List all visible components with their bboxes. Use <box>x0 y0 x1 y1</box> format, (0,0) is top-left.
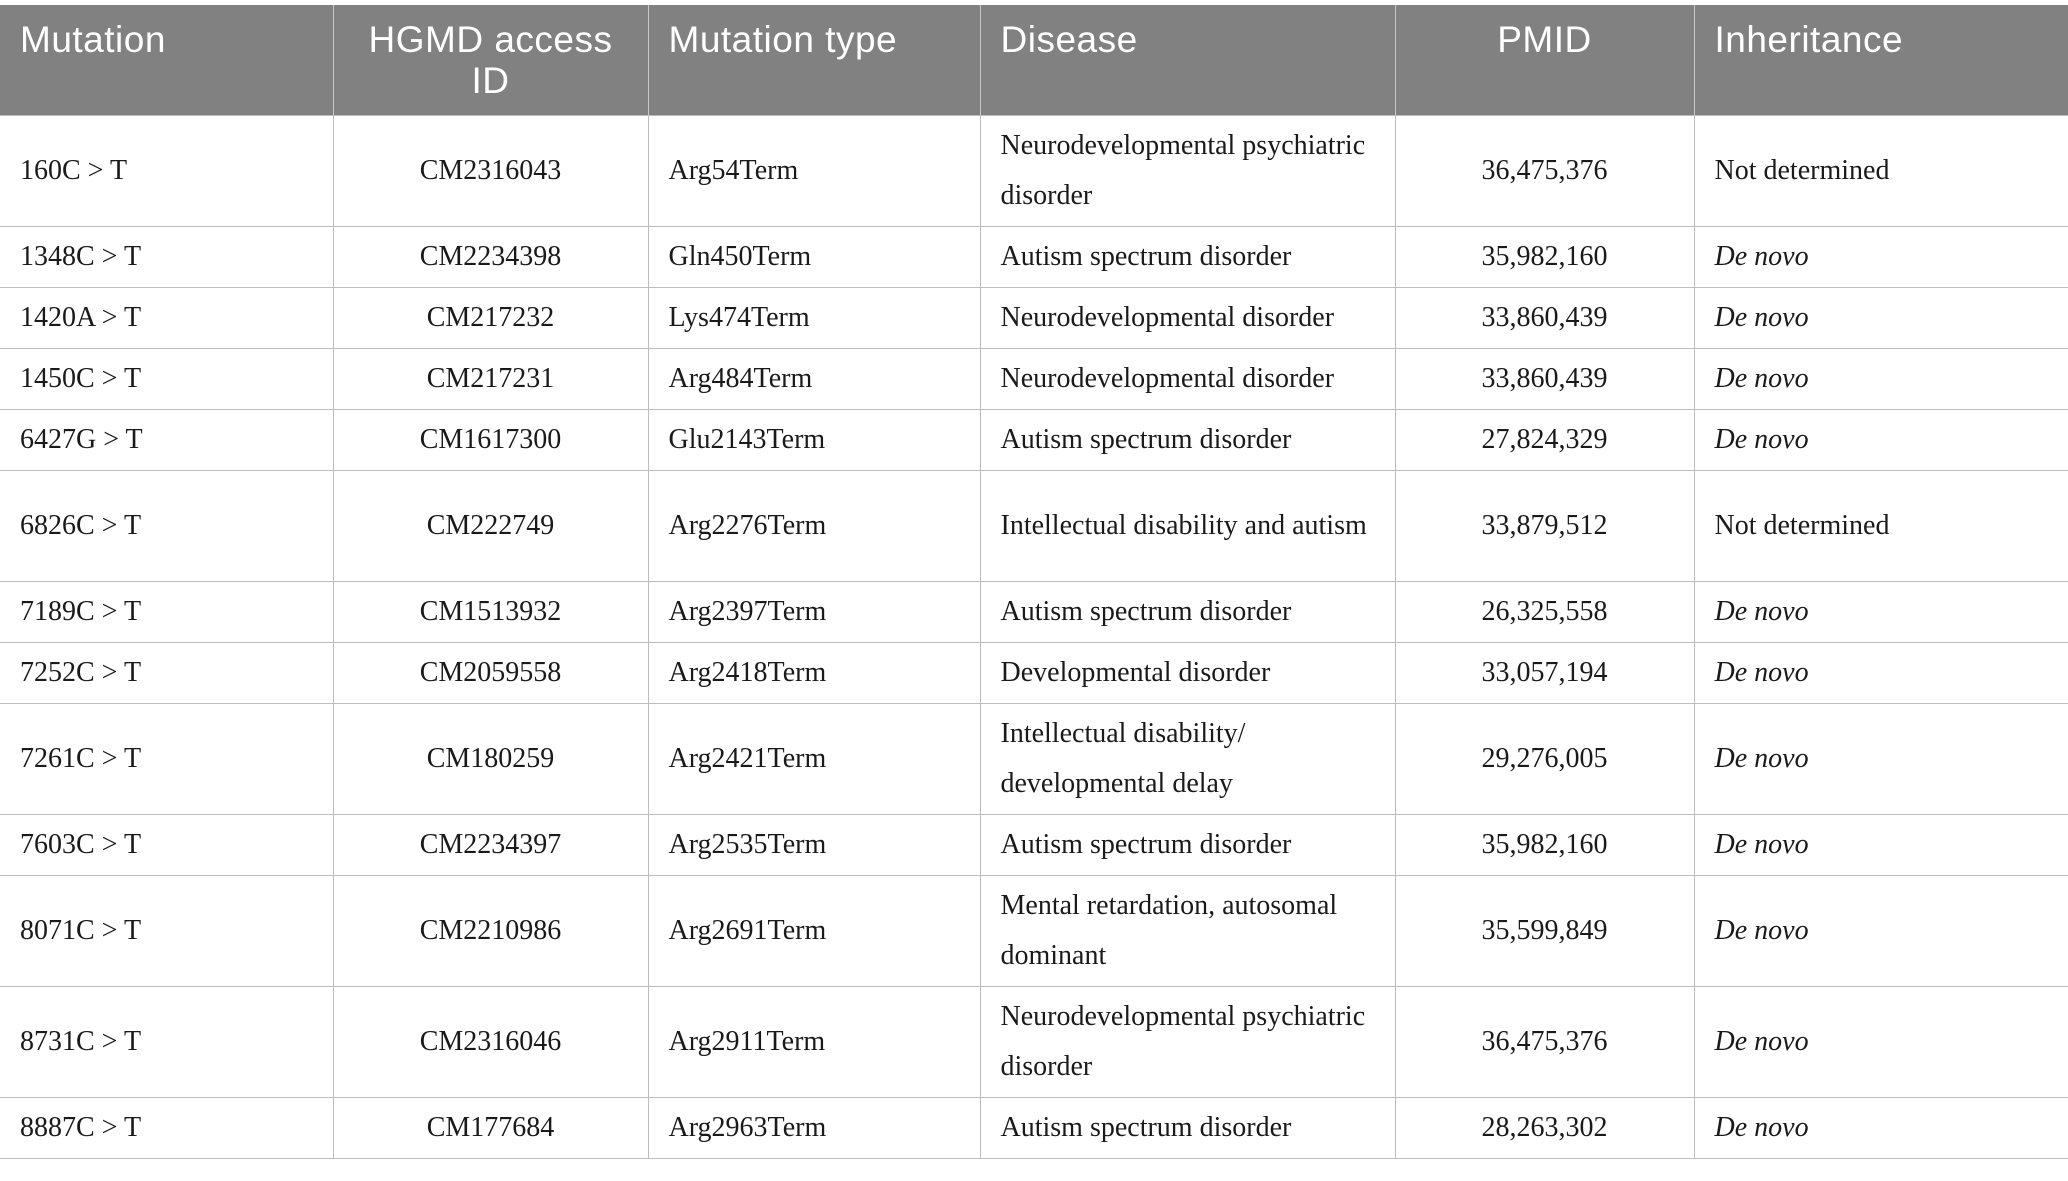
cell-mutation-type: Arg2397Term <box>648 581 980 642</box>
cell-mutation: 160C > T <box>0 115 333 226</box>
cell-mutation: 7189C > T <box>0 581 333 642</box>
cell-pmid: 35,982,160 <box>1395 814 1694 875</box>
cell-mutation-type: Arg2691Term <box>648 875 980 986</box>
cell-hgmd-id: CM2210986 <box>333 875 648 986</box>
cell-hgmd-id: CM217232 <box>333 287 648 348</box>
table-row <box>0 642 2068 703</box>
cell-pmid: 26,325,558 <box>1395 581 1694 642</box>
cell-disease: Autism spectrum disorder <box>980 409 1395 470</box>
cell-hgmd-id: CM222749 <box>333 470 648 581</box>
table-header <box>0 5 2068 115</box>
cell-disease: Neurodevelopmental disorder <box>980 287 1395 348</box>
cell-hgmd-id: CM1513932 <box>333 581 648 642</box>
cell-mutation-type: Arg484Term <box>648 348 980 409</box>
cell-mutation-type: Arg54Term <box>648 115 980 226</box>
cell-inheritance: De novo <box>1694 348 2068 409</box>
table-row <box>0 409 2068 470</box>
cell-inheritance: Not determined <box>1694 470 2068 581</box>
cell-mutation: 6427G > T <box>0 409 333 470</box>
cell-inheritance: De novo <box>1694 287 2068 348</box>
cell-pmid: 33,879,512 <box>1395 470 1694 581</box>
table-row <box>0 814 2068 875</box>
cell-disease: Autism spectrum disorder <box>980 1097 1395 1158</box>
cell-disease: Autism spectrum disorder <box>980 814 1395 875</box>
cell-pmid: 35,599,849 <box>1395 875 1694 986</box>
header-pmid: PMID <box>1395 5 1694 115</box>
cell-mutation: 7252C > T <box>0 642 333 703</box>
cell-mutation-type: Arg2911Term <box>648 986 980 1097</box>
cell-pmid: 36,475,376 <box>1395 986 1694 1097</box>
header-mutation-type: Mutation type <box>648 5 980 115</box>
cell-mutation: 6826C > T <box>0 470 333 581</box>
cell-mutation: 8887C > T <box>0 1097 333 1158</box>
cell-pmid: 35,982,160 <box>1395 226 1694 287</box>
cell-inheritance: De novo <box>1694 875 2068 986</box>
cell-mutation: 8071C > T <box>0 875 333 986</box>
table-row <box>0 986 2068 1097</box>
table-row <box>0 226 2068 287</box>
cell-mutation-type: Gln450Term <box>648 226 980 287</box>
cell-disease: Intellectual disability and autism <box>980 470 1395 581</box>
table-row <box>0 115 2068 226</box>
cell-inheritance: De novo <box>1694 1097 2068 1158</box>
cell-mutation-type: Arg2421Term <box>648 703 980 814</box>
cell-disease: Developmental disorder <box>980 642 1395 703</box>
cell-pmid: 28,263,302 <box>1395 1097 1694 1158</box>
cell-pmid: 33,860,439 <box>1395 348 1694 409</box>
cell-mutation: 7603C > T <box>0 814 333 875</box>
cell-pmid: 33,860,439 <box>1395 287 1694 348</box>
cell-inheritance: De novo <box>1694 814 2068 875</box>
cell-hgmd-id: CM1617300 <box>333 409 648 470</box>
header-mutation: Mutation <box>0 5 333 115</box>
cell-pmid: 33,057,194 <box>1395 642 1694 703</box>
cell-disease: Intellectual disability/ developmental delay <box>980 703 1395 814</box>
cell-disease: Neurodevelopmental psychiatric disorder <box>980 986 1395 1097</box>
cell-hgmd-id: CM2234397 <box>333 814 648 875</box>
cell-hgmd-id: CM2316043 <box>333 115 648 226</box>
cell-mutation: 8731C > T <box>0 986 333 1097</box>
cell-hgmd-id: CM217231 <box>333 348 648 409</box>
table-row <box>0 875 2068 986</box>
table-row <box>0 287 2068 348</box>
cell-mutation-type: Arg2535Term <box>648 814 980 875</box>
cell-inheritance: De novo <box>1694 226 2068 287</box>
mutation-table <box>0 5 2068 1159</box>
cell-pmid: 27,824,329 <box>1395 409 1694 470</box>
cell-inheritance: De novo <box>1694 703 2068 814</box>
cell-inheritance: Not determined <box>1694 115 2068 226</box>
cell-disease: Autism spectrum disorder <box>980 226 1395 287</box>
cell-mutation-type: Arg2963Term <box>648 1097 980 1158</box>
cell-hgmd-id: CM177684 <box>333 1097 648 1158</box>
cell-mutation: 7261C > T <box>0 703 333 814</box>
table-row <box>0 1097 2068 1158</box>
header-inheritance: Inheritance <box>1694 5 2068 115</box>
cell-pmid: 29,276,005 <box>1395 703 1694 814</box>
cell-mutation: 1348C > T <box>0 226 333 287</box>
cell-hgmd-id: CM180259 <box>333 703 648 814</box>
header-row <box>0 5 2068 115</box>
header-hgmd-access-id: HGMD access ID <box>333 5 648 115</box>
cell-disease: Mental retardation, autosomal dominant <box>980 875 1395 986</box>
cell-mutation-type: Arg2418Term <box>648 642 980 703</box>
table-row <box>0 581 2068 642</box>
cell-disease: Neurodevelopmental psychiatric disorder <box>980 115 1395 226</box>
cell-inheritance: De novo <box>1694 409 2068 470</box>
cell-hgmd-id: CM2059558 <box>333 642 648 703</box>
cell-mutation: 1450C > T <box>0 348 333 409</box>
cell-pmid: 36,475,376 <box>1395 115 1694 226</box>
cell-mutation: 1420A > T <box>0 287 333 348</box>
cell-inheritance: De novo <box>1694 581 2068 642</box>
cell-mutation-type: Lys474Term <box>648 287 980 348</box>
cell-hgmd-id: CM2234398 <box>333 226 648 287</box>
header-disease: Disease <box>980 5 1395 115</box>
cell-mutation-type: Glu2143Term <box>648 409 980 470</box>
table-body <box>0 115 2068 1158</box>
table-row <box>0 470 2068 581</box>
table-row <box>0 348 2068 409</box>
cell-inheritance: De novo <box>1694 986 2068 1097</box>
table-row <box>0 703 2068 814</box>
cell-inheritance: De novo <box>1694 642 2068 703</box>
cell-disease: Autism spectrum disorder <box>980 581 1395 642</box>
cell-hgmd-id: CM2316046 <box>333 986 648 1097</box>
cell-disease: Neurodevelopmental disorder <box>980 348 1395 409</box>
cell-mutation-type: Arg2276Term <box>648 470 980 581</box>
